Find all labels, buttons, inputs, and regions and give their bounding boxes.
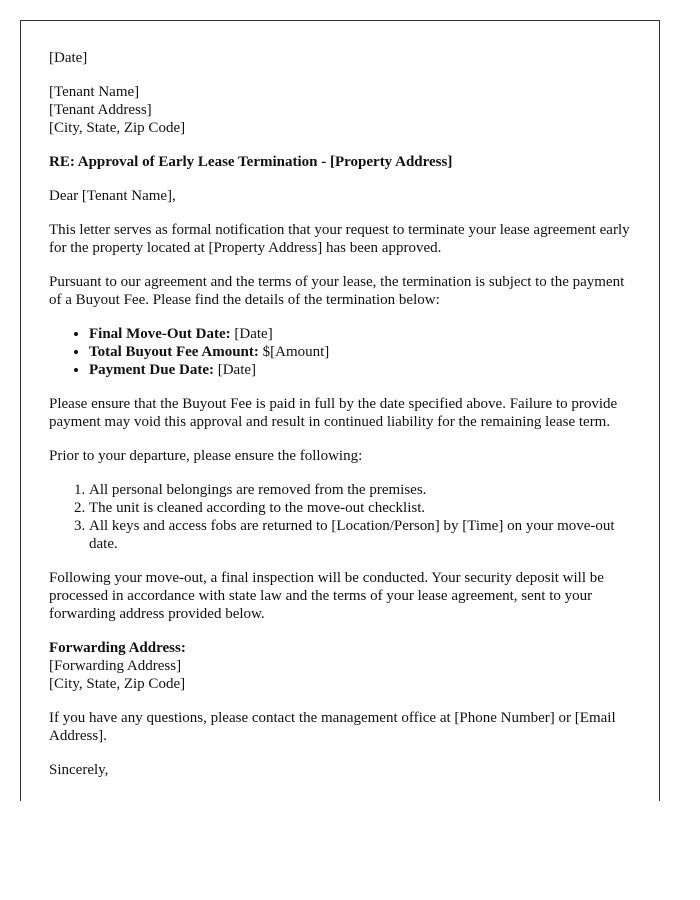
paragraph-buyout: Pursuant to our agreement and the terms of your lease, the termination is subject to the payment of a Buyout Fee. Please find the details of the termination below: bbox=[49, 274, 625, 308]
closing: Sincerely, bbox=[49, 762, 109, 778]
list-item: 1. All personal belongings are removed from the premises. bbox=[89, 481, 631, 499]
subject-line bbox=[49, 153, 631, 171]
recipient-address: [Tenant Address] bbox=[49, 102, 152, 118]
forwarding-block bbox=[49, 639, 631, 693]
recipient-name: [Tenant Name] bbox=[49, 84, 140, 100]
departure-checklist bbox=[49, 481, 631, 553]
list-item: 2. The unit is cleaned according to the move-out checklist. bbox=[89, 499, 631, 517]
list-item: 3. All keys and access fobs are returned to [Location/Person] by [Time] on your move-out date. bbox=[89, 517, 631, 553]
paragraph-departure: Prior to your departure, please ensure the following: bbox=[49, 448, 363, 464]
forwarding-label: Forwarding Address: bbox=[49, 640, 186, 656]
termination-details-list bbox=[49, 325, 631, 379]
detail-value: [Date] bbox=[230, 326, 273, 342]
letter-date: [Date] bbox=[49, 50, 88, 66]
subject-text: RE: Approval of Early Lease Termination - [Property Address] bbox=[49, 154, 453, 170]
paragraph-payment: Please ensure that the Buyout Fee is paid in full by the date specified above. Failure to provide payment may void this approval and result in continued liability for the remaining lease term. bbox=[49, 396, 618, 430]
detail-label: Final Move-Out Date: bbox=[89, 326, 231, 342]
list-item bbox=[89, 325, 631, 343]
detail-label: Payment Due Date: bbox=[89, 362, 214, 378]
paragraph-approval: This letter serves as formal notification that your request to terminate your lease agreement early for the property located at [Property Address] has been approved. bbox=[49, 222, 630, 256]
salutation: Dear [Tenant Name], bbox=[49, 188, 176, 204]
paragraph-contact: If you have any questions, please contact the management office at [Phone Number] or [Email Address]. bbox=[49, 710, 616, 744]
forwarding-address: [Forwarding Address] bbox=[49, 658, 182, 674]
detail-value: [Date] bbox=[213, 362, 257, 378]
detail-value: $[Amount] bbox=[258, 344, 330, 360]
recipient-city: [City, State, Zip Code] bbox=[49, 120, 186, 136]
paragraph-inspection: Following your move-out, a final inspection will be conducted. Your security deposit will be processed in accordance with state law and the terms of your lease agreement, sent to your forwarding address provided below. bbox=[49, 570, 604, 622]
detail-label: Total Buyout Fee Amount: bbox=[89, 344, 259, 360]
list-item bbox=[89, 361, 631, 379]
letter-page bbox=[20, 20, 660, 801]
list-item bbox=[89, 343, 631, 361]
forwarding-city: [City, State, Zip Code] bbox=[49, 676, 186, 692]
recipient-block bbox=[49, 83, 631, 137]
